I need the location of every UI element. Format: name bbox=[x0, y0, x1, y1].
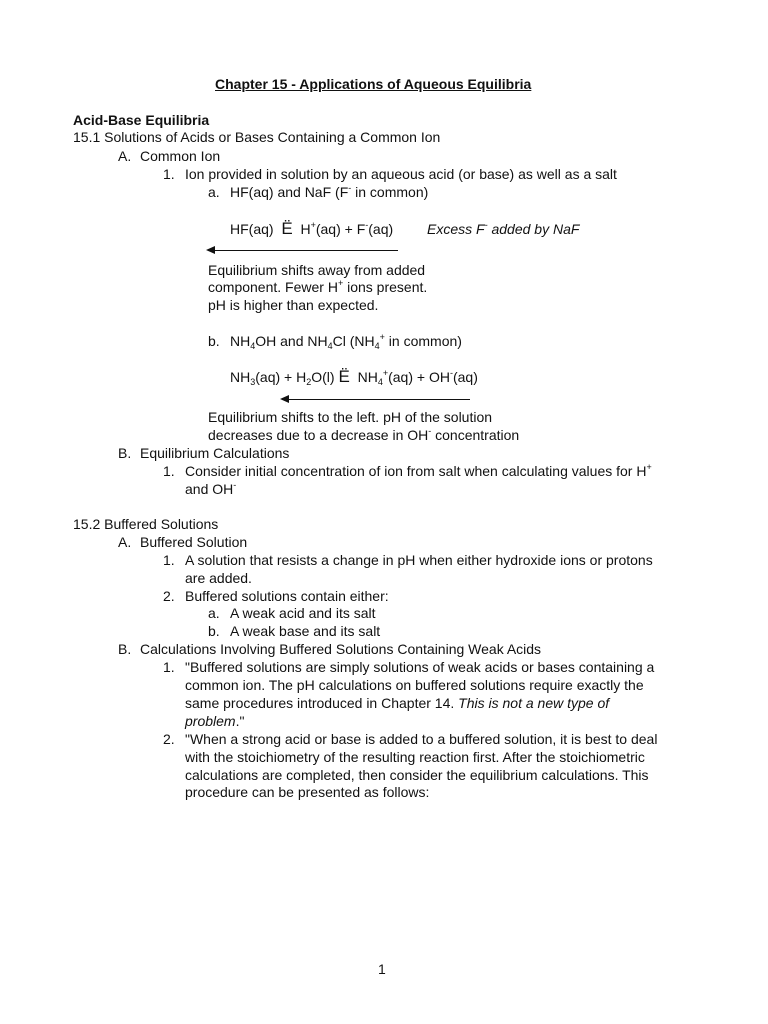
weak-base-item: A weak base and its salt bbox=[230, 623, 381, 639]
shift-left-arrow bbox=[282, 399, 470, 400]
section-heading: Acid-Base Equilibria bbox=[73, 112, 210, 128]
example-label-b: b. bbox=[208, 333, 220, 349]
quote2-line4: procedure can be presented as follows: bbox=[185, 784, 430, 800]
buffer-definition-line2: are added. bbox=[185, 570, 252, 586]
buffer-contents: Buffered solutions contain either: bbox=[185, 588, 389, 604]
outline-num: 1. bbox=[163, 166, 175, 182]
outline-common-ion: Common Ion bbox=[140, 148, 221, 164]
outline-calculations: Calculations Involving Buffered Solutions Containing Weak Acids bbox=[140, 641, 542, 657]
quote2-line1: "When a strong acid or base is added to a buffered solution, it is best to deal bbox=[185, 731, 658, 747]
outline-equilibrium-calculations: Equilibrium Calculations bbox=[140, 445, 290, 461]
quote1-line3: same procedures introduced in Chapter 14. This is not a new type of bbox=[185, 695, 610, 711]
quote1-line4: problem." bbox=[185, 713, 245, 729]
example-a-title: HF(aq) and NaF (F- in common) bbox=[230, 183, 429, 200]
excess-note: Excess F- added by NaF bbox=[427, 220, 580, 237]
quote2-line3: calculations are completed, then consider the equilibrium calculations. This bbox=[185, 767, 649, 783]
outline-label-b: B. bbox=[118, 445, 132, 461]
section-15-1-heading: 15.1 Solutions of Acids or Bases Containing a Common Ion bbox=[73, 129, 441, 145]
equilibrium-arrow-glyph: Ë bbox=[338, 367, 350, 386]
page-title: Chapter 15 - Applications of Aqueous Equilibria bbox=[215, 76, 532, 92]
example-b-title: $NH_4OH$ and $NH_4Cl$ ($NH_4^+$ in common) bbox=[230, 332, 462, 351]
calc-note-line2: and OH- bbox=[185, 480, 237, 497]
calc-note-line1: Consider initial concentration of ion from salt when calculating values for H+ bbox=[185, 462, 652, 479]
example-label-a: a. bbox=[208, 184, 220, 200]
equation-hf: HF(aq) Ë H+(aq) + F-(aq) bbox=[230, 219, 394, 238]
outline-label-b: B. bbox=[118, 641, 132, 657]
shift-left-arrow bbox=[208, 250, 398, 251]
outline-num: 1. bbox=[163, 463, 175, 479]
equilibrium-arrow-glyph: Ë bbox=[281, 219, 293, 238]
outline-num: 2. bbox=[163, 588, 175, 604]
outline-num: 1. bbox=[163, 552, 175, 568]
shift-note-line3: pH is higher than expected. bbox=[208, 297, 379, 313]
outline-num: 1. bbox=[163, 659, 175, 675]
buffer-definition-line1: A solution that resists a change in pH when either hydroxide ions or protons bbox=[185, 552, 653, 568]
section-15-2-heading: 15.2 Buffered Solutions bbox=[73, 516, 219, 532]
quote2-line2: with the stoichiometry of the resulting reaction first. After the stoichiometric bbox=[185, 749, 645, 765]
outline-buffered-solution: Buffered Solution bbox=[140, 534, 248, 550]
outline-num: 2. bbox=[163, 731, 175, 747]
sub-label-b: b. bbox=[208, 623, 220, 639]
common-ion-definition: Ion provided in solution by an aqueous acid (or base) as well as a salt bbox=[185, 166, 617, 182]
weak-acid-item: A weak acid and its salt bbox=[230, 605, 376, 621]
shift-note-line2: component. Fewer H+ ions present. bbox=[208, 278, 428, 295]
sub-label-a: a. bbox=[208, 605, 220, 621]
quote1-line1: "Buffered solutions are simply solutions of weak acids or bases containing a bbox=[185, 659, 655, 675]
quote1-line2: common ion. The pH calculations on buffered solutions require exactly the bbox=[185, 677, 644, 693]
page-number: 1 bbox=[378, 961, 386, 977]
shift-note-b-line2: decreases due to a decrease in OH- concentration bbox=[208, 426, 520, 443]
shift-note-b-line1: Equilibrium shifts to the left. pH of the solution bbox=[208, 409, 493, 425]
outline-label-a: A. bbox=[118, 148, 132, 164]
shift-note-line1: Equilibrium shifts away from added bbox=[208, 262, 426, 278]
equation-nh3: $NH_3(aq) + H_2O(l)$ Ë $NH_4^+(aq) + OH^-(aq)$ bbox=[230, 367, 478, 387]
outline-label-a: A. bbox=[118, 534, 132, 550]
